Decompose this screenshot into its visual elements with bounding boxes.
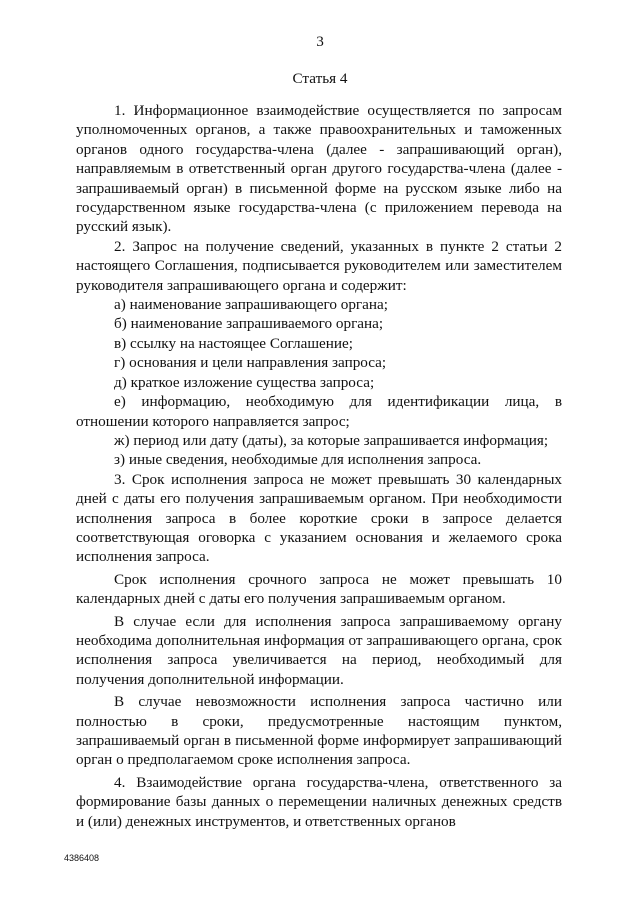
list-item-g: г) основания и цели направления запроса; [114,354,387,372]
paragraph-1: 1. Информационное взаимодействие осуществляется по запросам уполномоченных органов, а также правоохранительных и таможенных органов одного государства-члена (далее - запрашивающий орган), направляемым в ответственный орган другого государства-члена (далее - запрашиваемый орган) в письменной форме на русском языке либо на государственном языке государства-члена (с приложением перевода на русский язык). [76,102,562,236]
article-title: Статья 4 [292,70,348,87]
paragraph-2: 2. Запрос на получение сведений, указанных в пункте 2 статьи 2 настоящего Соглашения, подписывается руководителем или заместителем руководителя запрашивающего органа и содержит: [76,237,562,294]
paragraph-5: В случае если для исполнения запроса запрашиваемому органу необходима дополнительная информация от запрашивающего органа, срок исполнения запроса увеличивается на период, необходимый для получения дополнительной информации. [76,612,562,688]
paragraph-4: Срок исполнения срочного запроса не может превышать 10 календарных дней с даты его получения запрашиваемым органом. [76,570,562,608]
paragraph-7: 4. Взаимодействие органа государства-члена, ответственного за формирование базы данных о перемещении наличных денежных средств и (или) денежных инструментов, и ответственных органов [76,773,562,830]
list-item-b: б) наименование запрашиваемого органа; [114,315,384,333]
page-number: 3 [316,33,324,50]
list-item-z: з) иные сведения, необходимые для исполнения запроса. [114,451,482,469]
list-item-d: д) краткое изложение существа запроса; [114,373,375,391]
document-id: 4386408 [64,853,100,863]
list-item-e: е) информацию, необходимую для идентификации лица, в отношении которого направляется запрос; [76,393,562,430]
paragraph-6: В случае невозможности исполнения запроса частично или полностью в сроки, предусмотренные настоящим пунктом, запрашиваемый орган в письменной форме информирует запрашивающий орган о предполагаемом сроке исполнения запроса. [76,693,562,769]
paragraph-3: 3. Срок исполнения запроса не может превышать 30 календарных дней с даты его получения запрашиваемым органом. При необходимости исполнения запроса в более короткие сроки в запросе делается соответствующая оговорка с указанием основания и желаемого срока исполнения запроса. [76,470,562,566]
document-body [76,101,562,831]
list-item-v: в) ссылку на настоящее Соглашение; [114,334,353,352]
list-item-zh: ж) период или дату (даты), за которые запрашивается информация; [114,431,549,449]
list-item-a: а) наименование запрашивающего органа; [114,296,388,314]
